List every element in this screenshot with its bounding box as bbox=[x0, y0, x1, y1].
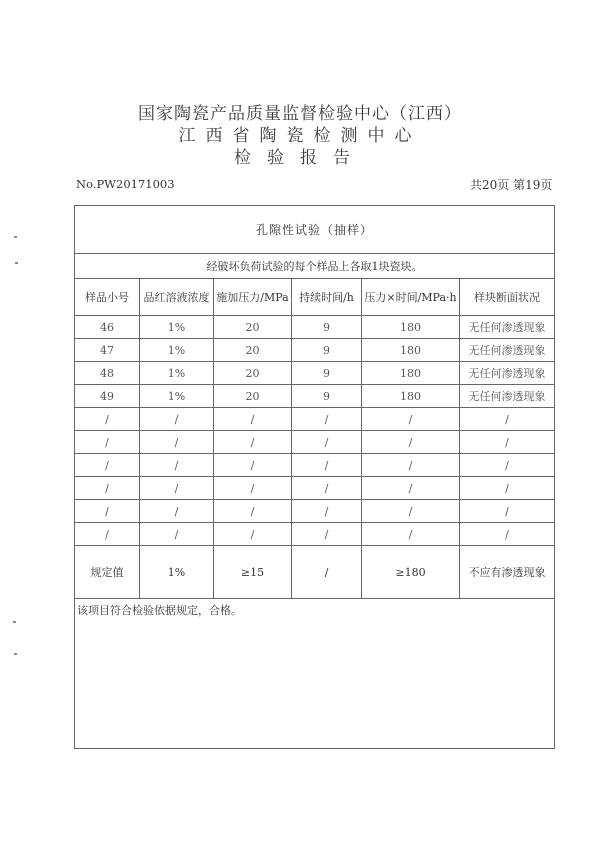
spec-cell: 1% bbox=[140, 546, 214, 599]
column-header: 施加压力/MPa bbox=[214, 279, 292, 316]
table-cell: / bbox=[460, 477, 555, 500]
table-cell: 1% bbox=[140, 339, 214, 362]
table-row bbox=[75, 408, 555, 431]
table-cell: / bbox=[75, 431, 140, 454]
table-cell: / bbox=[140, 477, 214, 500]
table-cell: 1% bbox=[140, 362, 214, 385]
table-cell: / bbox=[292, 500, 362, 523]
conclusion-text: 该项目符合检验依据规定，合格。 bbox=[75, 599, 555, 749]
table-cell: / bbox=[292, 477, 362, 500]
table-row bbox=[75, 316, 555, 339]
table-cell: 无任何渗透现象 bbox=[460, 339, 555, 362]
table-cell: / bbox=[292, 523, 362, 546]
table-cell: / bbox=[292, 454, 362, 477]
table-cell: 47 bbox=[75, 339, 140, 362]
table-cell: / bbox=[75, 477, 140, 500]
table-row bbox=[75, 431, 555, 454]
table-cell: 20 bbox=[214, 385, 292, 408]
section-title: 孔隙性试验（抽样） bbox=[75, 206, 555, 254]
table-cell: / bbox=[460, 523, 555, 546]
scan-speck bbox=[14, 236, 17, 238]
column-header: 样品小号 bbox=[75, 279, 140, 316]
table-cell: 180 bbox=[362, 339, 460, 362]
table-cell: 49 bbox=[75, 385, 140, 408]
table-cell: 180 bbox=[362, 362, 460, 385]
table-cell: / bbox=[460, 500, 555, 523]
table-cell: 1% bbox=[140, 385, 214, 408]
table-cell: / bbox=[460, 454, 555, 477]
table-row bbox=[75, 523, 555, 546]
column-header: 压力×时间/MPa·h bbox=[362, 279, 460, 316]
table-cell: 无任何渗透现象 bbox=[460, 316, 555, 339]
table-cell: / bbox=[292, 408, 362, 431]
table-cell: 1% bbox=[140, 316, 214, 339]
org-name-line1: 国家陶瓷产品质量监督检验中心（江西） bbox=[138, 104, 462, 124]
table-cell: / bbox=[362, 431, 460, 454]
table-cell: / bbox=[140, 500, 214, 523]
org-name-line2: 江西省陶瓷检测中心 bbox=[178, 126, 422, 146]
table-cell: / bbox=[75, 408, 140, 431]
table-cell: / bbox=[140, 523, 214, 546]
column-header: 持续时间/h bbox=[292, 279, 362, 316]
column-header: 品红溶液浓度 bbox=[140, 279, 214, 316]
table-row bbox=[75, 385, 555, 408]
spec-row bbox=[75, 546, 555, 599]
table-row bbox=[75, 500, 555, 523]
scan-speck bbox=[14, 653, 17, 655]
table-cell: / bbox=[75, 454, 140, 477]
table-cell: / bbox=[214, 454, 292, 477]
table-cell: / bbox=[214, 500, 292, 523]
table-cell: 46 bbox=[75, 316, 140, 339]
table-cell: 48 bbox=[75, 362, 140, 385]
table-row bbox=[75, 477, 555, 500]
table-cell: 9 bbox=[292, 316, 362, 339]
table-cell: / bbox=[140, 431, 214, 454]
table-cell: / bbox=[75, 523, 140, 546]
column-header: 样块断面状况 bbox=[460, 279, 555, 316]
table-cell: 9 bbox=[292, 339, 362, 362]
table-cell: 180 bbox=[362, 385, 460, 408]
table-cell: / bbox=[362, 523, 460, 546]
table-cell: 180 bbox=[362, 316, 460, 339]
table-cell: 无任何渗透现象 bbox=[460, 385, 555, 408]
test-results-table bbox=[74, 205, 555, 749]
spec-cell: 不应有渗透现象 bbox=[460, 546, 555, 599]
sampling-note: 经破坏负荷试验的每个样品上各取1块瓷块。 bbox=[75, 254, 555, 279]
spec-label: 规定值 bbox=[75, 546, 140, 599]
scan-speck bbox=[13, 621, 16, 623]
table-cell: / bbox=[214, 408, 292, 431]
table-cell: / bbox=[362, 408, 460, 431]
report-number: No.PW20171003 bbox=[76, 177, 175, 191]
spec-cell: / bbox=[292, 546, 362, 599]
table-cell: / bbox=[140, 454, 214, 477]
table-cell: 20 bbox=[214, 316, 292, 339]
table-cell: 9 bbox=[292, 385, 362, 408]
page-info: 共20页 第19页 bbox=[470, 178, 553, 192]
report-title: 检验报告 bbox=[234, 148, 366, 168]
table-cell: / bbox=[362, 500, 460, 523]
table-cell: / bbox=[214, 523, 292, 546]
scan-speck bbox=[15, 262, 18, 264]
table-cell: / bbox=[75, 500, 140, 523]
table-cell: / bbox=[460, 431, 555, 454]
table-cell: / bbox=[292, 431, 362, 454]
table-cell: / bbox=[460, 408, 555, 431]
table-cell: / bbox=[214, 477, 292, 500]
table-cell: 20 bbox=[214, 339, 292, 362]
table-row bbox=[75, 362, 555, 385]
table-row bbox=[75, 339, 555, 362]
table-cell: 9 bbox=[292, 362, 362, 385]
table-cell: / bbox=[362, 454, 460, 477]
table-cell: 20 bbox=[214, 362, 292, 385]
table-row bbox=[75, 454, 555, 477]
table-cell: 无任何渗透现象 bbox=[460, 362, 555, 385]
spec-cell: ≥180 bbox=[362, 546, 460, 599]
table-cell: / bbox=[140, 408, 214, 431]
spec-cell: ≥15 bbox=[214, 546, 292, 599]
table-cell: / bbox=[362, 477, 460, 500]
column-header-row bbox=[75, 279, 555, 316]
table-cell: / bbox=[214, 431, 292, 454]
